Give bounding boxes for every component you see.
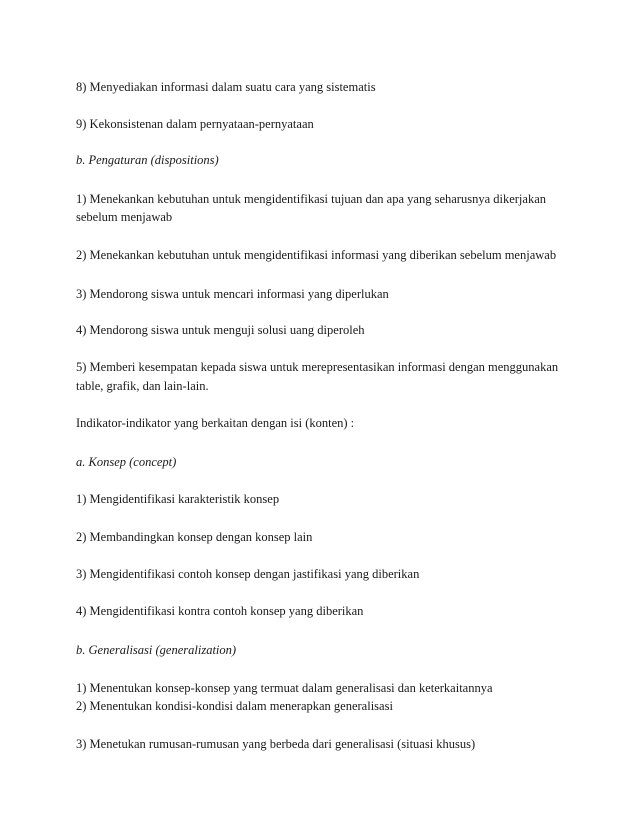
section-heading-konsep: a. Konsep (concept) — [76, 455, 177, 469]
list-item-2-membandingkan: 2) Membandingkan konsep dengan konsep lain — [76, 530, 313, 544]
list-item-4-menguji: 4) Mendorong siswa untuk menguji solusi uang diperoleh — [76, 323, 365, 337]
list-item-3-contoh: 3) Mengidentifikasi contoh konsep dengan jastifikasi yang diberikan — [76, 567, 420, 581]
list-item-1-continuation: sebelum menjawab — [76, 210, 173, 224]
section-heading-generalisasi: b. Generalisasi (generalization) — [76, 643, 237, 657]
list-item-5-representasi: 5) Memberi kesempatan kepada siswa untuk merepresentasikan informasi dengan menggunakan — [76, 360, 559, 374]
list-item-1-tujuan: 1) Menekankan kebutuhan untuk mengidentifikasi tujuan dan apa yang seharusnya dikerjakan — [76, 192, 546, 206]
list-item-3-rumusan: 3) Menetukan rumusan-rumusan yang berbeda dari generalisasi (situasi khusus) — [76, 737, 476, 751]
list-item-2-informasi: 2) Menekankan kebutuhan untuk mengidentifikasi informasi yang diberikan sebelum menjawab — [76, 248, 557, 262]
list-item-1-karakteristik: 1) Mengidentifikasi karakteristik konsep — [76, 492, 280, 506]
list-item-1-konsep-konsep: 1) Menentukan konsep-konsep yang termuat dalam generalisasi dan keterkaitannya — [76, 681, 493, 695]
list-item-4-kontra: 4) Mengidentifikasi kontra contoh konsep yang diberikan — [76, 604, 364, 618]
list-item-3-mencari: 3) Mendorong siswa untuk mencari informasi yang diperlukan — [76, 287, 389, 301]
list-item-9-kekonsistenan: 9) Kekonsistenan dalam pernyataan-pernyataan — [76, 117, 314, 131]
list-item-2-kondisi: 2) Menentukan kondisi-kondisi dalam menerapkan generalisasi — [76, 699, 393, 713]
list-item-8-sistematis: 8) Menyediakan informasi dalam suatu cara yang sistematis — [76, 80, 376, 94]
list-item-5-continuation: table, grafik, dan lain-lain. — [76, 379, 209, 393]
paragraph-indikator-konten: Indikator-indikator yang berkaitan dengan isi (konten) : — [76, 416, 355, 430]
section-heading-pengaturan: b. Pengaturan (dispositions) — [76, 153, 219, 167]
